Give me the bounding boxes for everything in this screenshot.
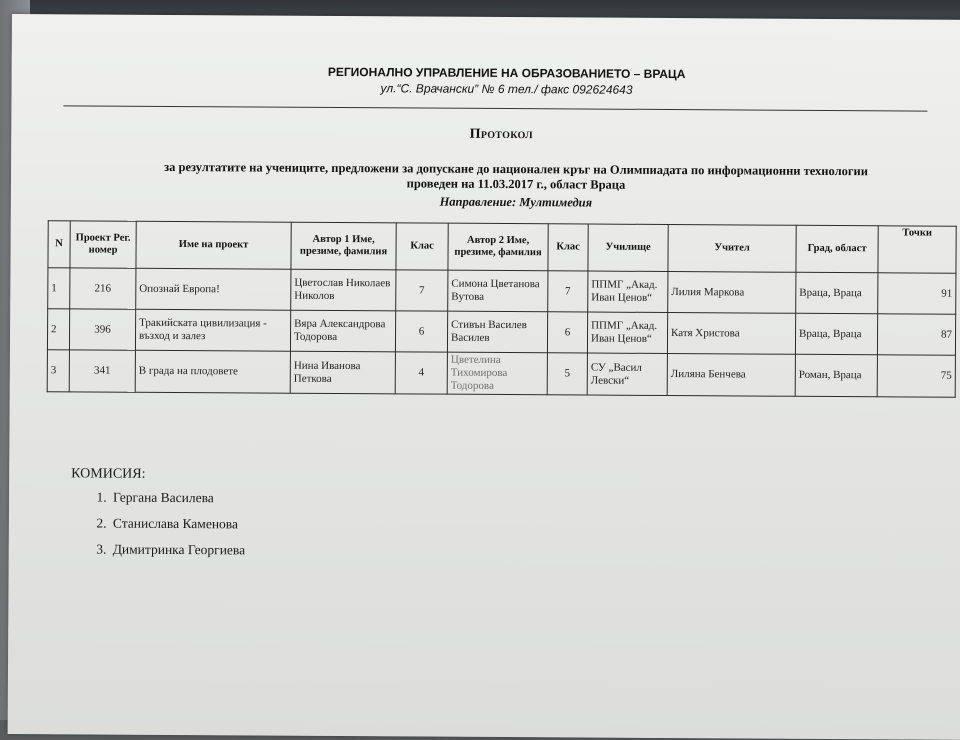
cell-grade1: 4 bbox=[395, 352, 447, 394]
col-header-reg: Проект Рег. номер bbox=[70, 221, 136, 268]
cell-reg: 341 bbox=[69, 350, 135, 392]
cell-school: ППМГ „Акад. Иван Ценов“ bbox=[588, 271, 668, 312]
table-row bbox=[47, 309, 955, 356]
col-header-project: Име на проект bbox=[136, 221, 291, 269]
cell-project: В града на плодовете bbox=[135, 350, 290, 393]
list-item: 1. Гергана Василева bbox=[110, 485, 246, 512]
document-page bbox=[8, 14, 960, 740]
document-subtitle bbox=[71, 159, 960, 194]
commission-members-list bbox=[71, 484, 246, 563]
cell-school: ППМГ „Акад. Иван Ценов“ bbox=[587, 312, 667, 353]
col-header-teacher: Учител bbox=[668, 225, 796, 273]
organization-address: ул.“С. Врачански” № 6 тел./ факс 092624643 bbox=[380, 81, 633, 97]
col-header-author2: Автор 2 Име, презиме, фамилия bbox=[448, 223, 548, 271]
col-header-author1: Автор 1 Име, презиме, фамилия bbox=[291, 222, 396, 270]
cell-teacher: Лилия Маркова bbox=[668, 272, 796, 314]
cell-points: 91 bbox=[878, 273, 956, 314]
cell-teacher: Лиляна Бенчева bbox=[667, 354, 795, 397]
col-header-school: Училище bbox=[588, 224, 668, 271]
cell-city: Враца, Враца bbox=[795, 313, 877, 355]
results-table bbox=[47, 220, 957, 398]
col-header-grade1: Клас bbox=[396, 223, 448, 270]
cell-grade2: 5 bbox=[547, 353, 587, 395]
cell-author2: Симона Цветанова Вутова bbox=[448, 270, 548, 312]
direction-label: Направление: Мултимедия bbox=[439, 194, 593, 210]
cell-project: Тракийската цивилизация - възход и залез bbox=[135, 309, 290, 351]
cell-points: 75 bbox=[877, 355, 955, 397]
list-item: 3. Димитринка Георгиева bbox=[110, 537, 246, 564]
cell-grade2: 7 bbox=[548, 271, 588, 312]
cell-city: Враца, Враца bbox=[796, 272, 878, 314]
table-row bbox=[48, 268, 956, 315]
list-item: 2. Станислава Каменова bbox=[110, 511, 246, 538]
cell-grade1: 7 bbox=[396, 270, 448, 311]
col-header-n: N bbox=[48, 221, 70, 268]
commission-label: КОМИСИЯ: bbox=[71, 466, 146, 482]
cell-points: 87 bbox=[877, 314, 955, 355]
cell-author1: Вяра Александрова Тодорова bbox=[290, 310, 395, 352]
subtitle-line-2: проведен на 11.03.2017 г., област Враца bbox=[406, 176, 626, 192]
col-header-city: Град, област bbox=[796, 225, 878, 273]
col-header-points: Точки bbox=[878, 226, 956, 273]
cell-n: 3 bbox=[47, 350, 69, 392]
cell-reg: 216 bbox=[70, 268, 136, 309]
document-title: Протокол bbox=[469, 126, 533, 143]
cell-project: Опознай Европа! bbox=[136, 268, 291, 310]
cell-n: 1 bbox=[48, 268, 70, 309]
cell-n: 2 bbox=[47, 309, 69, 350]
cell-grade2: 6 bbox=[547, 312, 587, 353]
organization-name: РЕГИОНАЛНО УПРАВЛЕНИЕ НА ОБРАЗОВАНИЕТО – ВРАЦА bbox=[327, 64, 686, 82]
cell-grade1: 6 bbox=[395, 311, 447, 352]
col-header-grade2: Клас bbox=[548, 224, 588, 271]
cell-school: СУ „Васил Левски“ bbox=[587, 353, 667, 395]
table-row bbox=[47, 350, 955, 398]
table-header-row bbox=[48, 221, 956, 274]
cell-city: Роман, Враца bbox=[795, 354, 877, 397]
cell-author1: Нина Иванова Петкова bbox=[290, 351, 395, 394]
cell-reg: 396 bbox=[69, 309, 135, 350]
cell-author2: Цветелина Тихомирова Тодорова bbox=[447, 352, 547, 395]
cell-teacher: Катя Христова bbox=[667, 313, 795, 355]
cell-author1: Цветослав Николаев Николов bbox=[291, 269, 396, 311]
cell-author2: Стивън Василев Василев bbox=[447, 311, 547, 353]
subtitle-line-1: за резултатите на учениците, предложени за допускане до национален кръг на Олимпиадата по информационни технологии bbox=[164, 159, 868, 179]
header-divider bbox=[63, 105, 927, 111]
